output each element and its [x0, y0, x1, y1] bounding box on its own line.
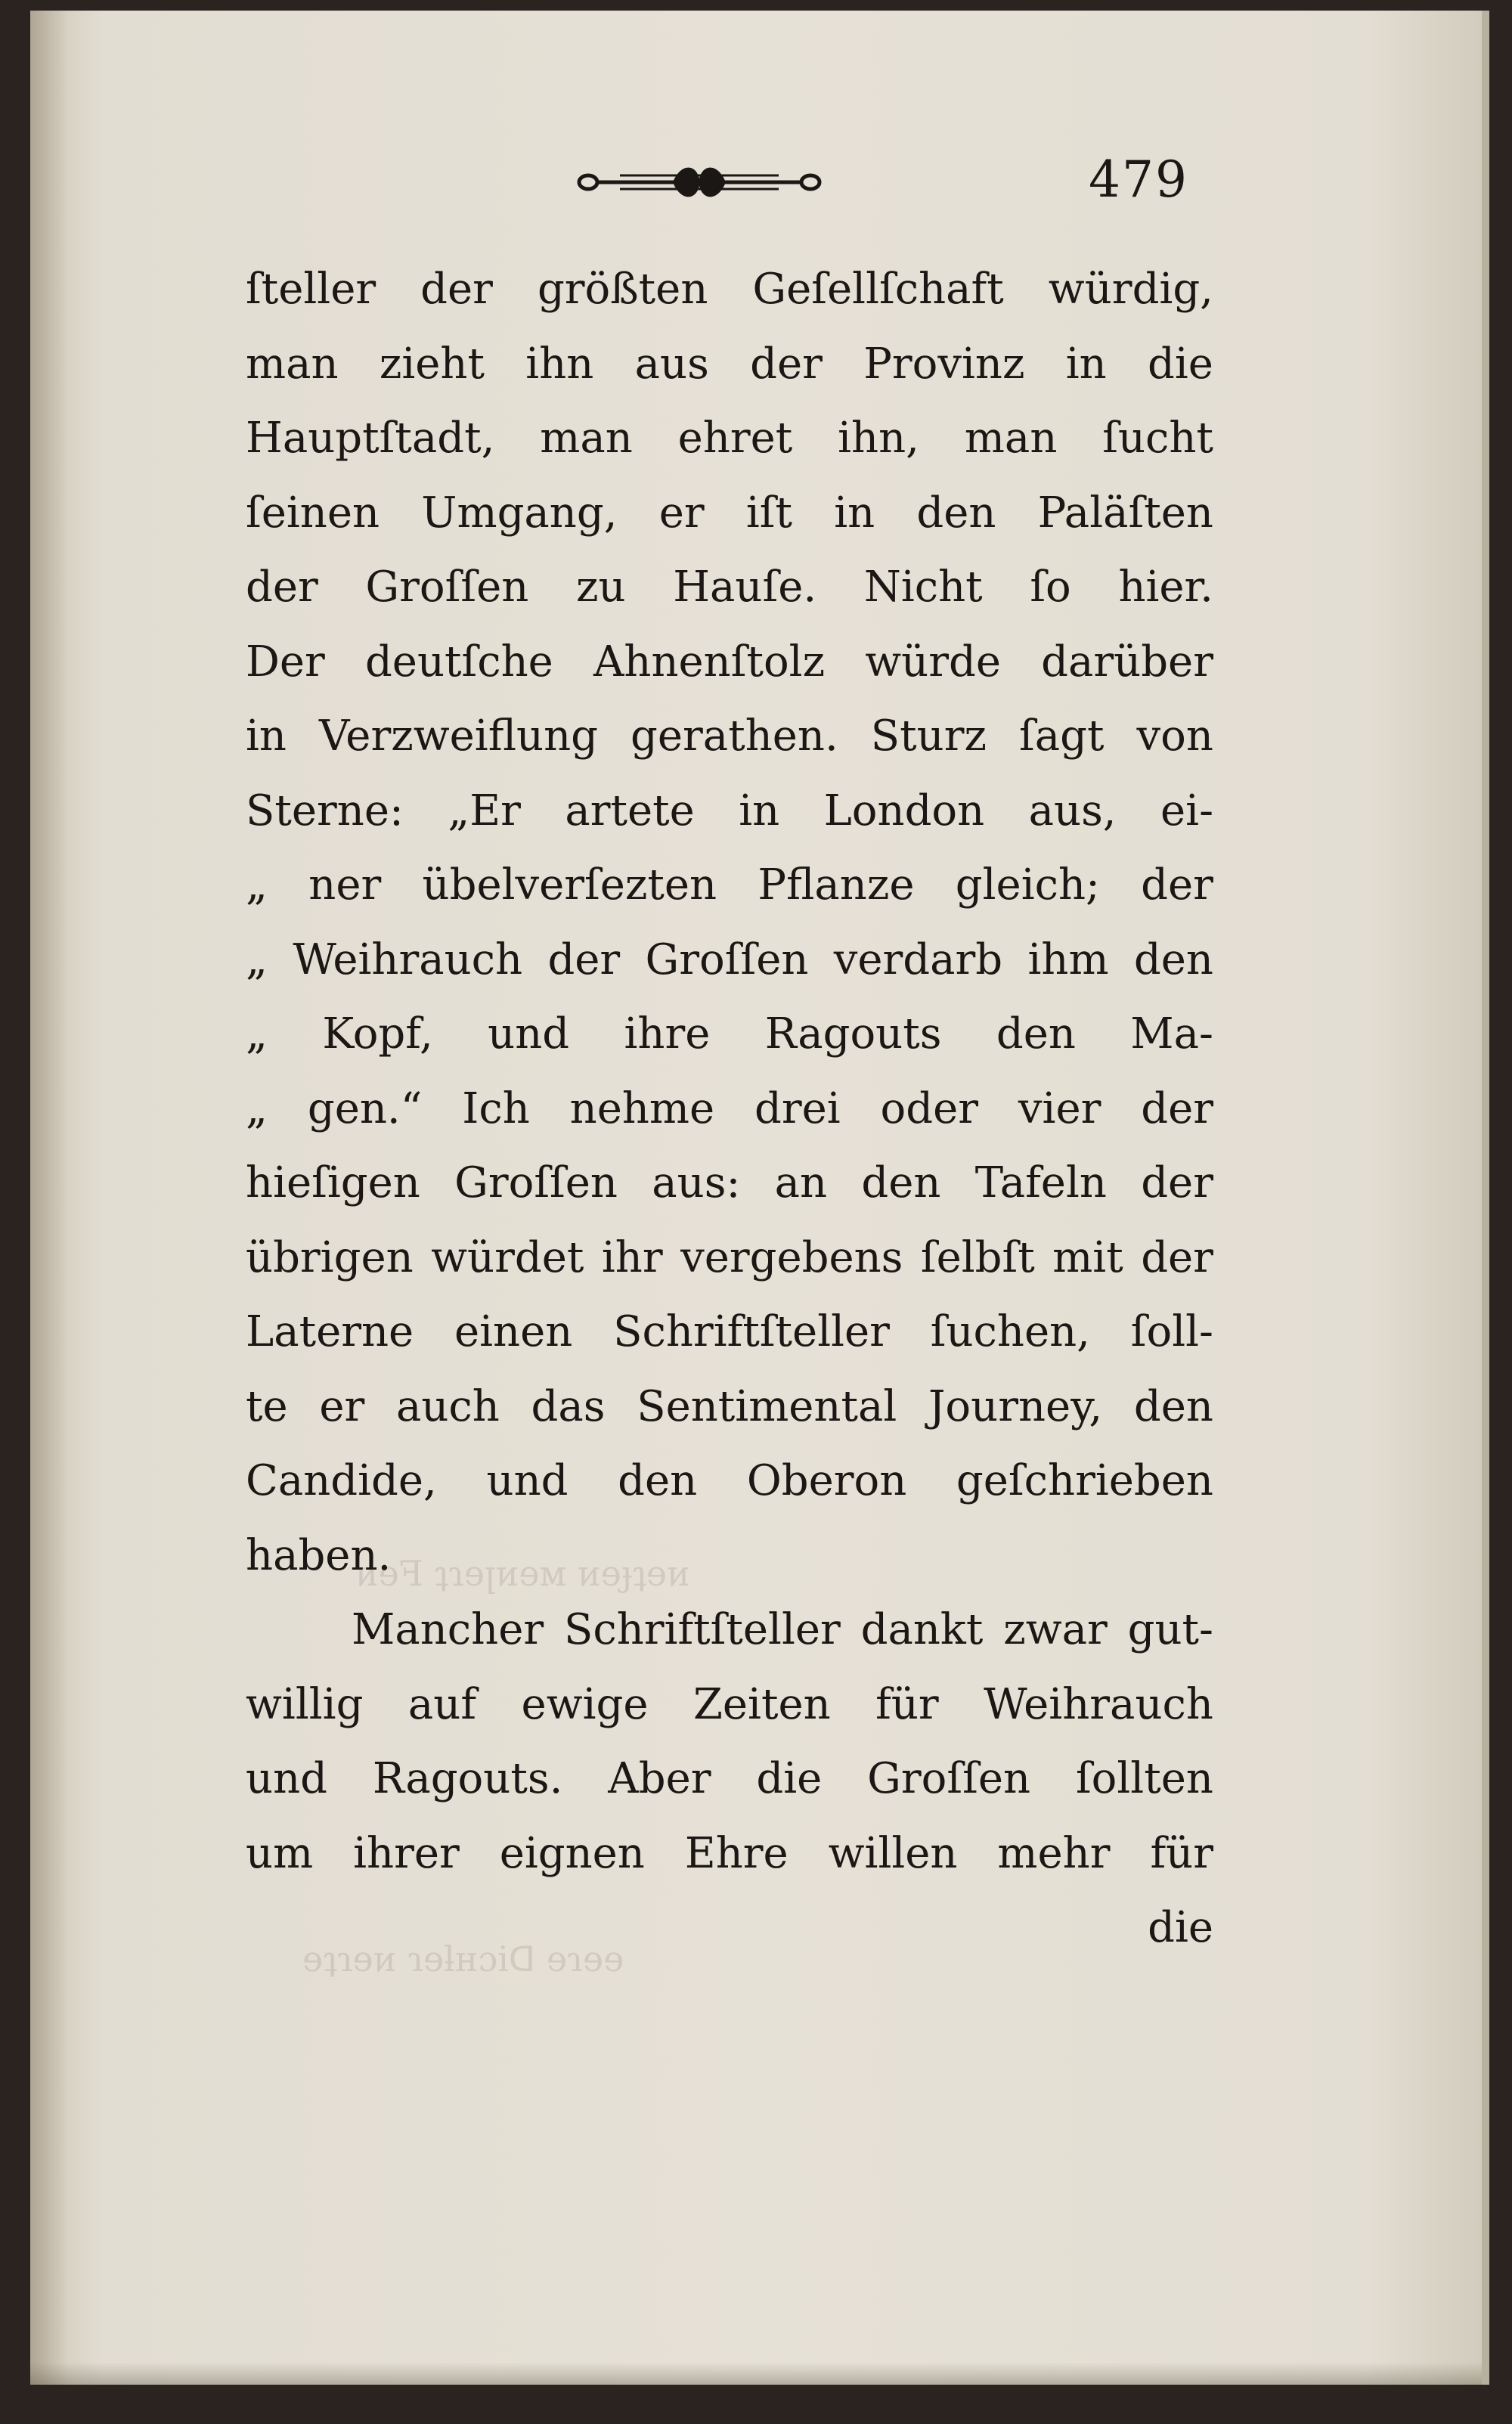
word: vergebens	[680, 1232, 903, 1282]
catchword: die	[1148, 1903, 1213, 1952]
word: ihn,	[838, 414, 919, 463]
ornament-rule-icon	[575, 156, 824, 209]
word: ſucht	[1102, 414, 1213, 463]
text-line	[246, 1295, 1213, 1370]
word: würdet	[431, 1232, 584, 1282]
word: Groſſen	[454, 1158, 618, 1207]
bleed-through-text: ɘʇɿɘᴎ ɿɘƚʜɔiᗡ ɘɿɘɘ	[302, 1939, 624, 1979]
word: der	[246, 563, 318, 612]
word: Schriftſteller	[613, 1307, 890, 1356]
word: Ragouts.	[372, 1754, 563, 1803]
word: Pflanze	[758, 860, 915, 910]
word: Journey,	[928, 1381, 1103, 1431]
word: ehret	[677, 414, 793, 463]
word: haben.	[246, 1530, 392, 1580]
word: ſteller	[246, 265, 376, 314]
word: Ich	[462, 1083, 530, 1133]
word: ihn	[525, 339, 594, 389]
word: man	[540, 414, 633, 463]
word: und	[488, 1009, 570, 1059]
word: Tafeln	[974, 1158, 1107, 1207]
word: aus,	[1028, 786, 1117, 835]
word: an	[774, 1158, 828, 1207]
text-line	[246, 625, 1213, 700]
word: ſuchen,	[930, 1307, 1090, 1356]
text-line	[246, 401, 1213, 476]
word: gleich;	[955, 860, 1100, 910]
word: die	[1148, 339, 1213, 389]
word: Groſſen	[867, 1754, 1031, 1803]
word: um	[246, 1828, 314, 1878]
word: Ragouts	[764, 1009, 942, 1059]
word: Paläſten	[1037, 488, 1213, 538]
text-line	[246, 1668, 1213, 1743]
bleed-through-text: ᴎɘꟻ ʇɿɘꞁᴎɘᴍ ᴎɘɟʇɘᴎ	[355, 1553, 690, 1594]
word: in	[1065, 339, 1107, 389]
word: Ahnenſtolz	[593, 637, 826, 687]
word: übelverſezten	[422, 860, 717, 910]
word: Schriftſteller	[563, 1605, 841, 1654]
word: zwar	[1003, 1605, 1108, 1654]
word: er	[319, 1381, 365, 1431]
text-line	[246, 1742, 1213, 1817]
word: „	[246, 1009, 268, 1059]
word: vier	[1018, 1083, 1101, 1133]
word: Zeiten	[693, 1679, 831, 1729]
text-line	[246, 550, 1213, 625]
word: Groſſen	[365, 563, 529, 612]
word: und	[246, 1754, 327, 1803]
word: würde	[865, 637, 1001, 687]
word: willen	[828, 1828, 958, 1878]
word: mit	[1052, 1232, 1123, 1282]
text-line	[246, 1072, 1213, 1147]
page-bottom-edge	[30, 2362, 1482, 2385]
text-line	[246, 253, 1213, 327]
word: der	[547, 935, 621, 984]
word: „Er	[448, 786, 521, 835]
text-line	[246, 774, 1213, 849]
page-number: 479	[1089, 150, 1188, 209]
word: drei	[754, 1083, 841, 1133]
word: oder	[880, 1083, 979, 1133]
word: Verzweiflung	[319, 711, 599, 761]
word: Weihrauch	[984, 1679, 1213, 1729]
word: hieſigen	[246, 1158, 420, 1207]
word: aus	[634, 339, 709, 389]
book-page	[30, 11, 1489, 2385]
text-line	[246, 1444, 1213, 1519]
word: ſagt	[1019, 711, 1105, 761]
word: deutſche	[364, 637, 553, 687]
text-line	[246, 699, 1213, 774]
text-line	[246, 327, 1213, 402]
word: Laterne	[246, 1307, 414, 1356]
word: artete	[565, 786, 695, 835]
word: das	[531, 1381, 606, 1431]
word: würdig,	[1048, 265, 1213, 314]
text-line	[246, 1817, 1213, 1892]
word: den	[996, 1009, 1076, 1059]
word: Sturz	[870, 711, 987, 761]
word: er	[658, 488, 705, 538]
word: willig	[246, 1679, 364, 1729]
word: ihm	[1027, 935, 1109, 984]
word: „	[246, 1083, 268, 1133]
word: in	[739, 786, 780, 835]
word: der	[420, 265, 493, 314]
word: Mancher	[352, 1605, 544, 1654]
word: für	[1150, 1828, 1213, 1878]
word: gen.“	[307, 1083, 423, 1133]
spine-shadow	[30, 11, 68, 2385]
text-line	[246, 1221, 1213, 1296]
word: ihrer	[353, 1828, 460, 1878]
text-line	[246, 997, 1213, 1072]
word: Weihrauch	[293, 935, 523, 984]
word: verdarb	[833, 935, 1003, 984]
word: aus:	[652, 1158, 741, 1207]
word: der	[1141, 860, 1213, 910]
word: ſollten	[1075, 1754, 1213, 1803]
text-line	[246, 476, 1213, 551]
text-line	[246, 1593, 1213, 1668]
word: die	[756, 1754, 823, 1803]
word: zieht	[379, 339, 485, 389]
word: der	[1141, 1232, 1213, 1282]
word: geſchrieben	[956, 1456, 1213, 1505]
text-line	[246, 848, 1213, 923]
word: dankt	[860, 1605, 984, 1654]
word: iſt	[745, 488, 792, 538]
word: und	[486, 1456, 569, 1505]
word: den	[618, 1456, 698, 1505]
word: Ma-	[1130, 1009, 1213, 1059]
word: der	[1141, 1083, 1213, 1133]
word: Hauptſtadt,	[246, 414, 495, 463]
word: gut-	[1127, 1605, 1213, 1654]
word: hier.	[1118, 563, 1213, 612]
word: Provinz	[863, 339, 1025, 389]
word: nehme	[569, 1083, 715, 1133]
word: Umgang,	[421, 488, 618, 538]
word: Candide,	[246, 1456, 437, 1505]
text-line	[246, 1146, 1213, 1221]
word: Kopf,	[322, 1009, 433, 1059]
word: Hauſe.	[673, 563, 817, 612]
body-text	[246, 253, 1213, 1966]
word: ſoll-	[1130, 1307, 1213, 1356]
text-line	[246, 923, 1213, 998]
word: Aber	[608, 1754, 711, 1803]
word: den	[861, 1158, 941, 1207]
word: „	[246, 935, 268, 984]
word: Nicht	[863, 563, 983, 612]
word: auf	[407, 1679, 477, 1729]
word: Der	[246, 637, 325, 687]
word: mehr	[997, 1828, 1111, 1878]
word: Geſellſchaft	[752, 265, 1004, 314]
word: darüber	[1041, 637, 1213, 687]
word: Sentimental	[637, 1381, 897, 1431]
word: ſo	[1030, 563, 1071, 612]
word: den	[1133, 935, 1213, 984]
word: ſeinen	[246, 488, 380, 538]
word: für	[875, 1679, 939, 1729]
word: von	[1136, 711, 1213, 761]
word: gerathen.	[631, 711, 838, 761]
word: übrigen	[246, 1232, 414, 1282]
word: auch	[395, 1381, 500, 1431]
word: Sterne:	[246, 786, 404, 835]
word: einen	[454, 1307, 573, 1356]
text-line	[246, 1370, 1213, 1445]
word: ihre	[624, 1009, 711, 1059]
word: London	[823, 786, 985, 835]
word: man	[964, 414, 1058, 463]
word: ſelbſt	[920, 1232, 1035, 1282]
word: te	[246, 1381, 288, 1431]
word: größten	[537, 265, 708, 314]
word: den	[916, 488, 996, 538]
word: eignen	[499, 1828, 645, 1878]
word: der	[750, 339, 823, 389]
word: ei-	[1160, 786, 1213, 835]
word: Ehre	[684, 1828, 789, 1878]
word: in	[246, 711, 287, 761]
page-header	[544, 139, 1225, 230]
word: ihr	[601, 1232, 663, 1282]
word: Oberon	[746, 1456, 907, 1505]
word: in	[834, 488, 875, 538]
word: ner	[308, 860, 382, 910]
word: ewige	[521, 1679, 649, 1729]
word: Groſſen	[645, 935, 809, 984]
word: man	[246, 339, 339, 389]
word: „	[246, 860, 268, 910]
word: zu	[575, 563, 626, 612]
word: den	[1133, 1381, 1213, 1431]
word: der	[1141, 1158, 1213, 1207]
